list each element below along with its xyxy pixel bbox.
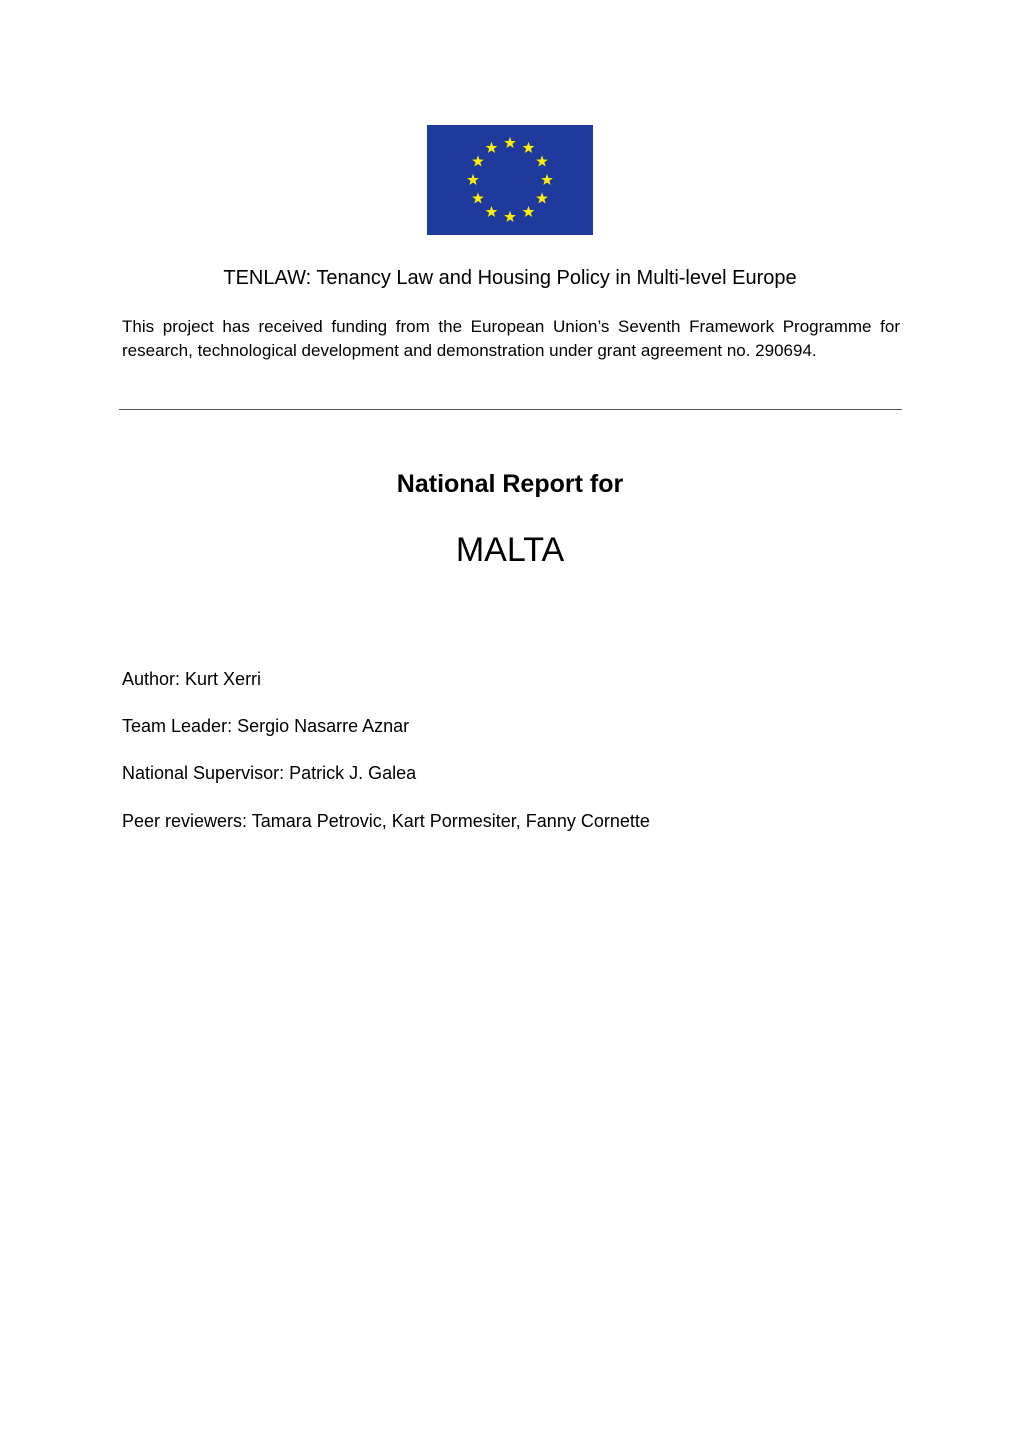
- project-title: TENLAW: Tenancy Law and Housing Policy in Multi-level Europe: [223, 267, 797, 289]
- funding-statement: This project has received funding from the European Union’s Seventh Framework Programme for research, technological development and demonstration under grant agreement no. 290694.: [122, 317, 900, 360]
- supervisor-line: National Supervisor: Patrick J. Galea: [122, 763, 417, 783]
- author-line: Author: Kurt Xerri: [122, 669, 262, 689]
- peer-reviewers-line: Peer reviewers: Tamara Petrovic, Kart Pormesiter, Fanny Cornette: [122, 811, 650, 831]
- eu-flag-icon: [427, 125, 593, 235]
- report-heading: National Report for: [396, 470, 624, 498]
- team-leader-line: Team Leader: Sergio Nasarre Aznar: [122, 716, 410, 736]
- eu-flag-graphic: [427, 125, 593, 235]
- country-title: MALTA: [455, 531, 565, 569]
- divider: [119, 409, 902, 410]
